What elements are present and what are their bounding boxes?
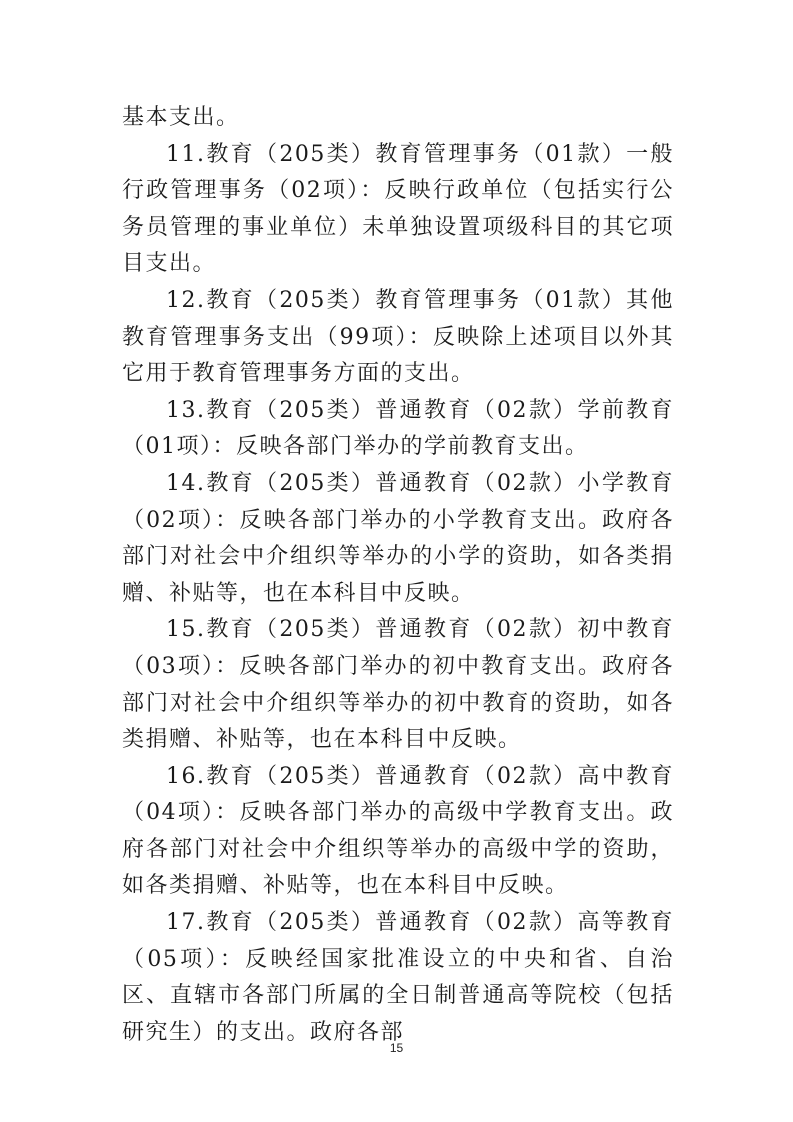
paragraph-item-11: 11.教育（205类）教育管理事务（01款）一般行政管理事务（02项）：反映行政单位（包括实行公务员管理的事业单位）未单独设置项级科目的其它项目支出。 bbox=[122, 141, 674, 277]
paragraph-item-17: 17.教育（205类）普通教育（02款）高等教育（05项）：反映经国家批准设立的中央和省、自治区、直辖市各部门所属的全日制普通高等院校（包括研究生）的支出。政府各部 bbox=[122, 910, 674, 1045]
paragraph-item-12: 12.教育（205类）教育管理事务（01款）其他教育管理事务支出（99项）：反映除上述项目以外其它用于教育管理事务方面的支出。 bbox=[122, 287, 674, 387]
paragraph-item-13: 13.教育（205类）普通教育（02款）学前教育（01项）：反映各部门举办的学前教育支出。 bbox=[122, 397, 674, 460]
paragraph-continuation: 基本支出。 bbox=[122, 105, 240, 130]
paragraph-item-16: 16.教育（205类）普通教育（02款）高中教育（04项）：反映各部门举办的高级中学教育支出。政府各部门对社会中介组织等举办的高级中学的资助，如各类捐赠、补贴等，也在本科目中反映。 bbox=[122, 763, 674, 899]
page-number: 15 bbox=[389, 1041, 404, 1055]
paragraph-item-14: 14.教育（205类）普通教育（02款）小学教育（02项）：反映各部门举办的小学教育支出。政府各部门对社会中介组织等举办的小学的资助，如各类捐赠、补贴等，也在本科目中反映。 bbox=[122, 470, 674, 606]
paragraph-item-15: 15.教育（205类）普通教育（02款）初中教育（03项）：反映各部门举办的初中教育支出。政府各部门对社会中介组织等举办的初中教育的资助，如各类捐赠、补贴等，也在本科目中反映。 bbox=[122, 617, 674, 753]
body-text bbox=[122, 100, 674, 1051]
